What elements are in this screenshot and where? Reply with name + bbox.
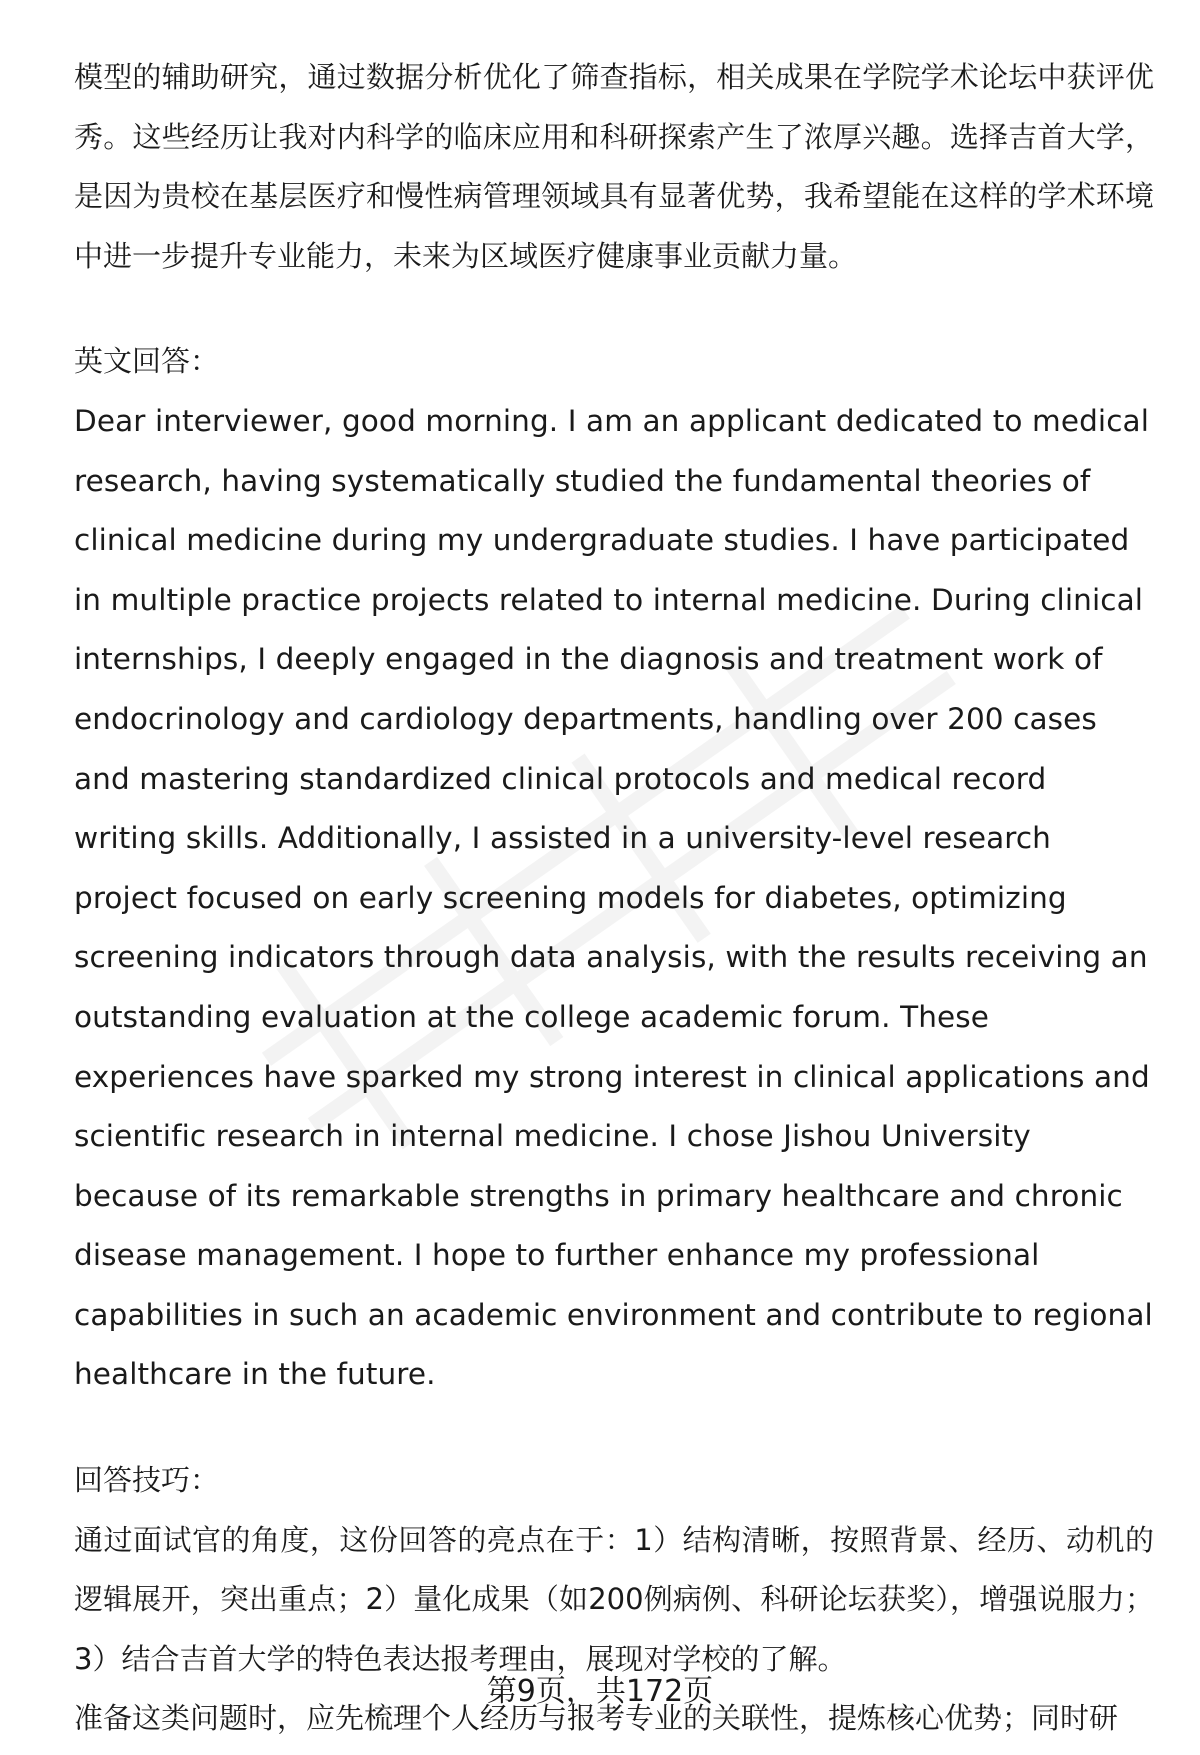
english-answer-heading: 英文回答： xyxy=(74,344,220,379)
english-answer-paragraph: Dear interviewer, good morning. I am an applicant dedicated to medical research, having systematically studied the fundamental theories of clinical medicine during my undergraduate studies. I have participated in multiple practice projects related to internal medicine. During clinical internships, I deeply engaged in the diagnosis and treatment work of endocrinology and cardiology departments, handling over 200 cases and mastering standardized clinical protocols and medical record writing skills. Additionally, I assisted in a university-level research project focused on early screening models for diabetes, optimizing screening indicators through data analysis, with the results receiving an outstanding evaluation at the college academic forum. These experiences have sparked my strong interest in clinical applications and scientific research in internal medicine. I chose Jishou University because of its remarkable strengths in primary healthcare and chronic disease management. I hope to further enhance my professional capabilities in such an academic environment and contribute to regional healthcare in the future. xyxy=(74,403,1153,1392)
tips-paragraph: 通过面试官的角度，这份回答的亮点在于：1）结构清晰，按照背景、经历、动机的逻辑展开，突出重点；2）量化成果（如200例病例、科研论坛获奖），增强说服力；3）结合吉首大学的特色表达报考理由，展现对学校的了解。 xyxy=(74,1522,1154,1676)
spacer xyxy=(74,286,1154,332)
tips-paragraph-continued: 准备这类问题时，应先梳理个人经历与报考专业的关联性，提炼核心优势；同时研 xyxy=(74,1701,1119,1736)
spacer xyxy=(74,1405,1154,1451)
tips-heading: 回答技巧： xyxy=(74,1463,220,1498)
page-number-footer: 第9页，共172页 xyxy=(486,1674,714,1709)
document-body xyxy=(74,48,1154,1749)
intro-paragraph: 模型的辅助研究，通过数据分析优化了筛查指标，相关成果在学院学术论坛中获评优秀。这些经历让我对内科学的临床应用和科研探索产生了浓厚兴趣。选择吉首大学，是因为贵校在基层医疗和慢性病管理领域具有显著优势，我希望能在这样的学术环境中进一步提升专业能力，未来为区域医疗健康事业贡献力量。 xyxy=(74,60,1154,273)
